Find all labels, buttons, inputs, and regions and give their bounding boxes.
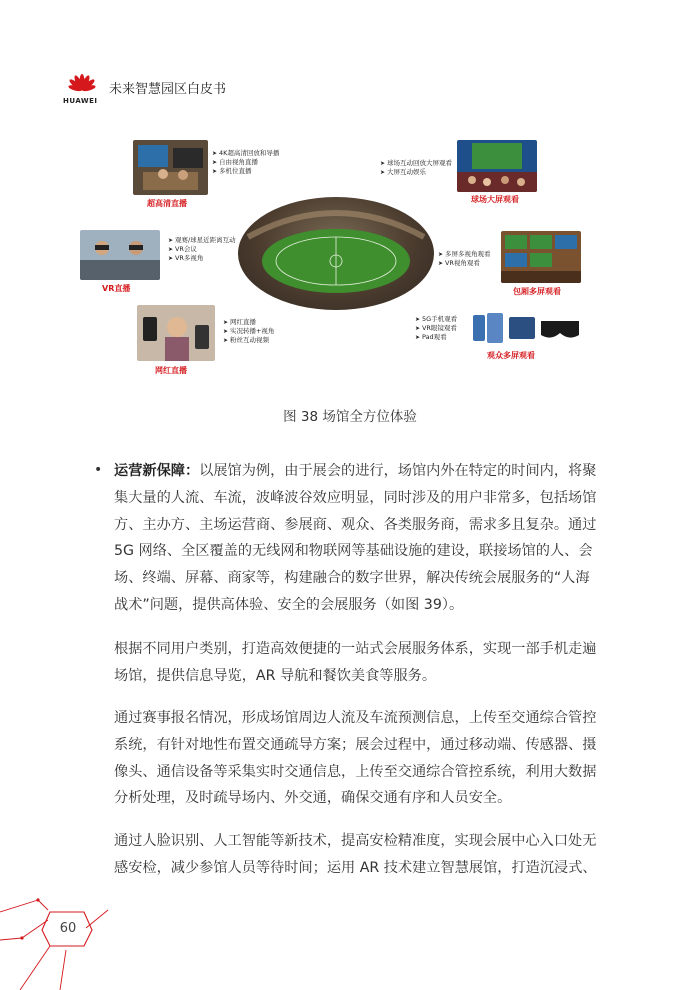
panel-item: ➤ 多屏多视角观看 — [438, 250, 502, 259]
panel-item: ➤ 自由视角直播 — [212, 158, 302, 167]
panel-item: ➤ Pad观看 — [415, 333, 475, 342]
panel-box-multiscreen-image — [501, 231, 581, 283]
body-paragraph-2: 通过赛事报名情况，形成场馆周边人流及车流预测信息，上传至交通综合管控系统，有针对地性布置交通疏导方案；展会过程中，通过移动端、传感器、摄像头、通信设备等采集实时交通信息，上传至交通综合管控系统，利用大数据分析处理，及时疏导场内、外交通，确保交通有序和人员安全。 — [114, 710, 597, 807]
bullet-paragraph — [114, 458, 602, 619]
panel-influencer-live-label: 网红直播 — [155, 366, 187, 375]
panel-item: ➤ VR多视角 — [168, 254, 238, 263]
panel-uhd-live-list — [212, 149, 302, 176]
page-number: 60 — [59, 921, 77, 936]
page-header — [64, 70, 364, 110]
stadium-image — [238, 197, 434, 310]
panel-item: ➤ 观赛/球星近距离互动 — [168, 236, 238, 245]
stadium-pitch-icon — [238, 197, 434, 310]
panel-audience-multiscreen-label: 观众多屏观看 — [487, 351, 535, 360]
panel-uhd-live-image — [133, 140, 208, 195]
bullet-dot-icon: • — [94, 462, 103, 478]
panel-box-multiscreen-list — [438, 250, 502, 268]
document-title: 未来智慧园区白皮书 — [109, 82, 227, 97]
bullet-lead: 运营新保障： — [114, 463, 200, 479]
panel-big-screen-list — [380, 159, 456, 177]
panel-item: ➤ 粉丝互动视频 — [223, 336, 293, 345]
bullet-text: 以展馆为例，由于展会的进行，场馆内外在特定的时间内，将聚集大量的人流、车流，波峰波谷效应明显，同时涉及的用户非常多，包括场馆方、主办方、主场运营商、参展商、观众、各类服务商，需求多且复杂。通过 5G 网络、全区覆盖的无线网和物联网等基础设施的建设，联接场馆的人、会场、终端、屏幕、商家等，构建融合的数字世界，解决传统会展服务的“人海战术”问题，提供高体验、安全的会展服务（如图 39）。 — [114, 463, 597, 613]
panel-item: ➤ 5G手机观看 — [415, 315, 475, 324]
figure-caption: 图 38 场馆全方位体验 — [283, 409, 417, 425]
panel-vr-live-list — [168, 236, 238, 263]
panel-item: ➤ 大屏互动娱乐 — [380, 168, 456, 177]
panel-influencer-live-list — [223, 318, 293, 345]
panel-uhd-live-label: 超高清直播 — [147, 199, 187, 208]
panel-vr-live-image — [80, 230, 160, 280]
panel-item: ➤ VR会议 — [168, 245, 238, 254]
panel-item: ➤ VR眼镜观看 — [415, 324, 475, 333]
panel-influencer-live-image — [137, 305, 215, 361]
panel-item: ➤ 球场互动回放大屏观看 — [380, 159, 456, 168]
panel-vr-live-label: VR直播 — [102, 284, 131, 293]
panel-big-screen-label: 球场大屏观看 — [471, 195, 519, 204]
panel-item: ➤ VR视角观看 — [438, 259, 502, 268]
panel-item: ➤ 实况转播+视角 — [223, 327, 293, 336]
logo-wordmark: HUAWEI — [63, 97, 98, 105]
panel-item: ➤ 4K超高清回放和导播 — [212, 149, 302, 158]
panel-audience-multiscreen-image — [471, 311, 583, 347]
panel-box-multiscreen-label: 包厢多屏观看 — [513, 287, 561, 296]
panel-big-screen-image — [457, 140, 537, 192]
body-paragraph-1: 根据不同用户类别，打造高效便捷的一站式会展服务体系，实现一部手机走遍场馆，提供信息导览，AR 导航和餐饮美食等服务。 — [114, 641, 597, 684]
panel-audience-multiscreen-list — [415, 315, 475, 342]
panel-item: ➤ 网红直播 — [223, 318, 293, 327]
body-paragraph-3: 通过人脸识别、人工智能等新技术，提高安检精准度，实现会展中心入口处无感安检，减少参馆人员等待时间；运用 AR 技术建立智慧展馆，打造沉浸式、 — [114, 833, 597, 876]
panel-item: ➤ 多机位直播 — [212, 167, 302, 176]
figure-stadium-experience — [75, 135, 585, 380]
